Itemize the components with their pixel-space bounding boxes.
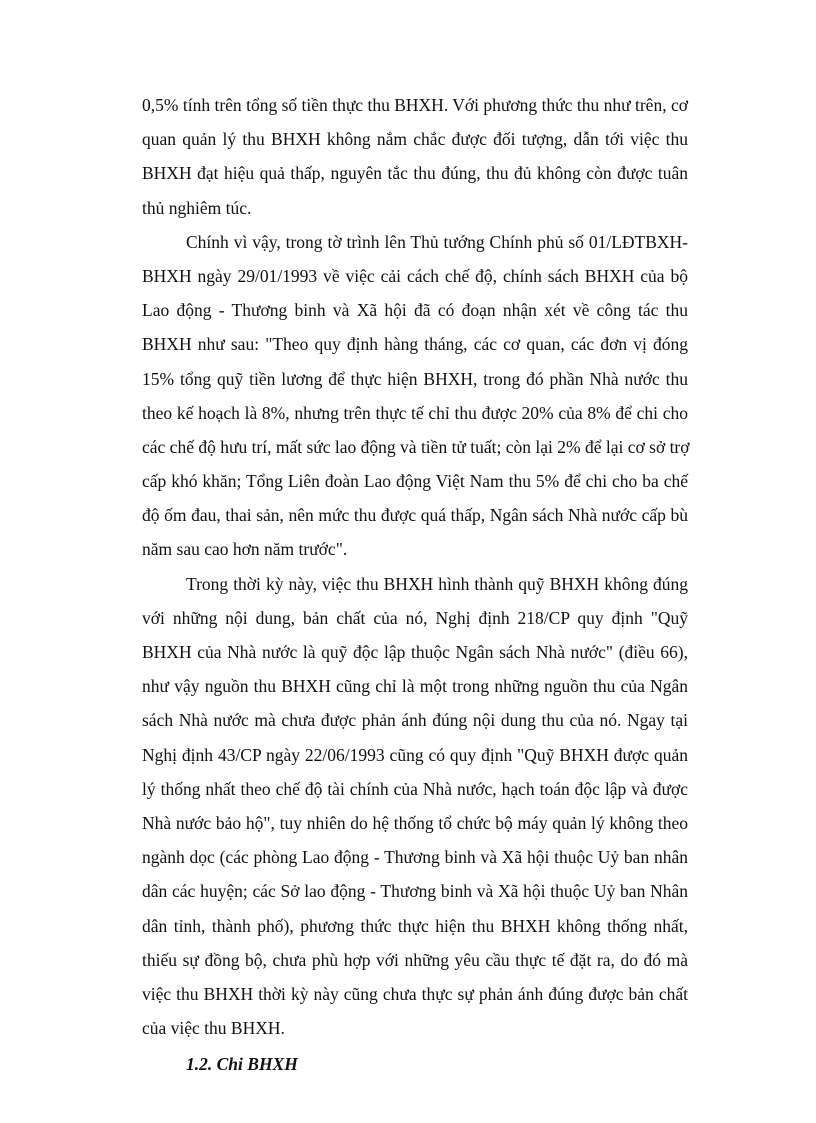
section-heading: 1.2. Chi BHXH: [186, 1054, 298, 1075]
text-line: Chính vì vậy, trong tờ trình lên Thủ tướng Chính phủ số 01/LĐTBXH-: [186, 231, 688, 252]
text-line: thiếu sự đồng bộ, chưa phù hợp với những yêu cầu thực tế đặt ra, do đó mà: [142, 949, 688, 970]
text-line: việc thu BHXH thời kỳ này cũng chưa thực sự phản ánh đúng được bản chất: [142, 983, 688, 1004]
document-page: [142, 88, 688, 1081]
paragraph: [142, 567, 688, 1046]
text-line: Lao động - Thương binh và Xã hội đã có đoạn nhận xét về công tác thu: [142, 300, 688, 321]
text-line: dân tỉnh, thành phố), phương thức thực hiện thu BHXH không thống nhất,: [142, 915, 688, 936]
text-line: thủ nghiêm túc.: [142, 197, 252, 218]
text-line: Nhà nước bảo hộ", tuy nhiên do hệ thống tổ chức bộ máy quản lý không theo: [142, 812, 688, 833]
text-line: BHXH ngày 29/01/1993 về việc cải cách chế độ, chính sách BHXH của bộ: [142, 265, 688, 286]
text-line: BHXH đạt hiệu quả thấp, nguyên tắc thu đúng, thu đủ không còn được tuân: [142, 163, 688, 184]
text-line: BHXH như sau: "Theo quy định hàng tháng, các cơ quan, các đơn vị đóng: [142, 334, 688, 355]
text-line: như vậy nguồn thu BHXH cũng chỉ là một trong những nguồn thu của Ngân: [142, 676, 688, 697]
text-line: theo kế hoạch là 8%, nhưng trên thực tế chỉ thu được 20% của 8% để chi cho: [142, 402, 688, 423]
text-line: dân các huyện; các Sở lao động - Thương binh và Xã hội thuộc Uỷ ban Nhân: [142, 881, 688, 902]
text-line: ngành dọc (các phòng Lao động - Thương binh và Xã hội thuộc Uỷ ban nhân: [142, 847, 688, 868]
paragraph: [142, 88, 688, 225]
text-line: các chế độ hưu trí, mất sức lao động và tiền tử tuất; còn lại 2% để lại cơ sở trợ: [142, 436, 690, 457]
text-line: quan quản lý thu BHXH không nắm chắc được đối tượng, dẫn tới việc thu: [142, 129, 688, 150]
text-line: sách Nhà nước mà chưa được phản ánh đúng nội dung thu của nó. Ngay tại: [142, 710, 688, 731]
paragraph: [142, 225, 688, 567]
text-line: năm sau cao hơn năm trước".: [142, 539, 348, 560]
text-line: của việc thu BHXH.: [142, 1018, 285, 1039]
text-line: 15% tổng quỹ tiền lương để thực hiện BHXH, trong đó phần Nhà nước thu: [142, 368, 688, 389]
text-line: Trong thời kỳ này, việc thu BHXH hình thành quỹ BHXH không đúng: [186, 573, 688, 594]
text-line: cấp khó khăn; Tổng Liên đoàn Lao động Việt Nam thu 5% để chi cho ba chế: [142, 471, 688, 492]
text-line: Nghị định 43/CP ngày 22/06/1993 cũng có quy định "Quỹ BHXH được quản: [142, 744, 688, 765]
text-line: độ ốm đau, thai sản, nên mức thu được quá thấp, Ngân sách Nhà nước cấp bù: [142, 505, 688, 526]
text-line: lý thống nhất theo chế độ tài chính của Nhà nước, hạch toán độc lập và được: [142, 778, 688, 799]
document-body: [142, 88, 688, 1045]
text-line: với những nội dung, bản chất của nó, Nghị định 218/CP quy định "Quỹ: [142, 607, 688, 628]
text-line: 0,5% tính trên tổng số tiền thực thu BHXH. Với phương thức thu như trên, cơ: [142, 95, 688, 115]
text-line: BHXH của Nhà nước là quỹ độc lập thuộc Ngân sách Nhà nước" (điều 66),: [142, 642, 688, 662]
